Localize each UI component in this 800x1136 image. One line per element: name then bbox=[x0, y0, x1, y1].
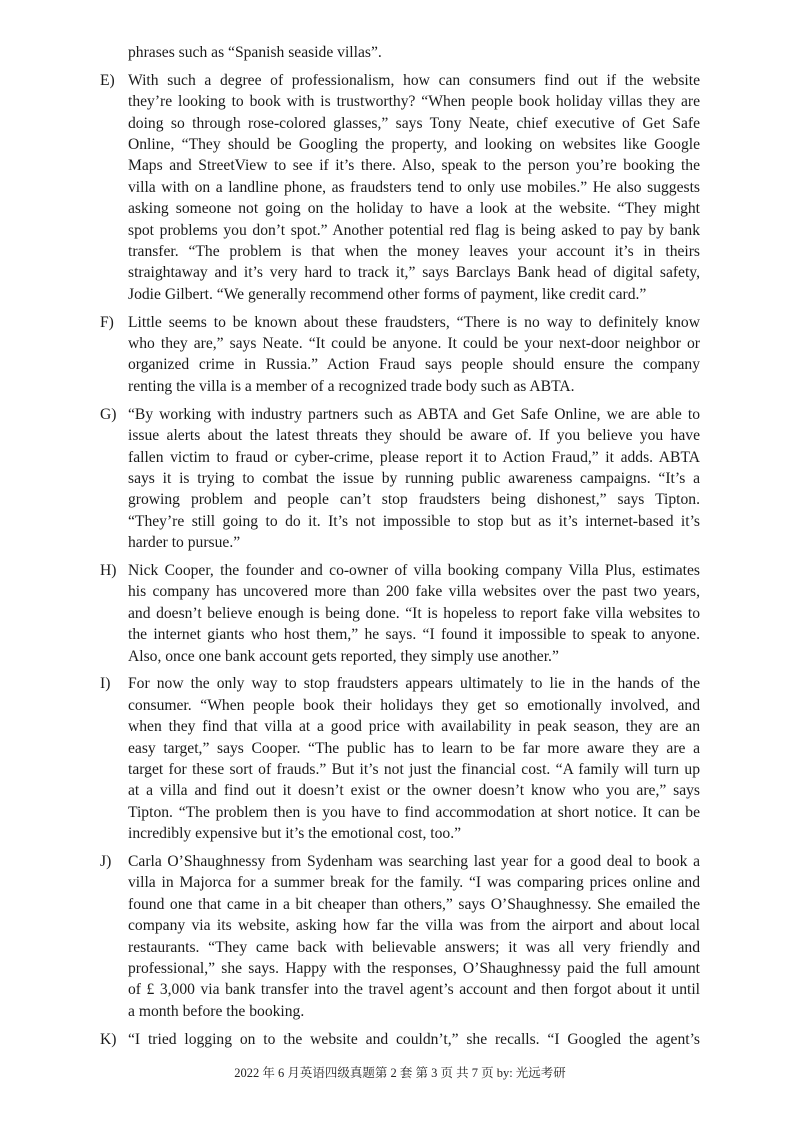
text-line: villa in Majorca for a summer break for the family. “I was comparing prices online and bbox=[128, 874, 700, 892]
text-line: of £ 3,000 via bank transfer into the travel agent’s account and then forgot about it until bbox=[128, 981, 700, 999]
text-line: Tipton. “The problem then is you have to find accommodation at short notice. It can be bbox=[128, 803, 700, 821]
text-line: easy target,” says Cooper. “The public has to learn to be far more aware they are a bbox=[128, 739, 700, 757]
text-line: Little seems to be known about these fraudsters, “There is no way to definitely know bbox=[128, 313, 700, 331]
paragraph-h bbox=[100, 560, 700, 667]
text-line: professional,” she says. Happy with the responses, O’Shaughnessy paid the full amount bbox=[128, 960, 700, 978]
text-line: they’re looking to book with is trustworthy? “When people book holiday villas they are bbox=[128, 93, 700, 111]
text-line: growing problem and people can’t stop fraudsters being dishonest,” says Tipton. bbox=[128, 491, 700, 509]
text-line: renting the villa is a member of a recognized trade body such as ABTA. bbox=[128, 377, 575, 395]
text-line: at a villa and find out it doesn’t exist or the owner doesn’t know who you are,” says bbox=[128, 782, 700, 800]
paragraph-g bbox=[100, 404, 700, 554]
paragraph-label: J) bbox=[100, 853, 112, 871]
text-line: Maps and StreetView to see if it’s there. Also, speak to the person you’re booking the bbox=[128, 157, 700, 175]
text-line: and doesn’t believe enough is being done. “It is hopeless to report fake villa websites to bbox=[128, 604, 700, 622]
text-line: Jodie Gilbert. “We generally recommend other forms of payment, like credit card.” bbox=[128, 285, 647, 303]
text-line: transfer. “The problem is that when the money leaves your account it’s in theirs bbox=[128, 243, 700, 261]
text-line: found one that came in a bit cheaper than others,” says O’Shaughnessy. She emailed the bbox=[128, 895, 700, 913]
text-line: target for these sort of frauds.” But it’s not just the financial cost. “A family will turn up bbox=[128, 761, 700, 778]
text-line: who they are,” says Neate. “It could be anyone. It could be your next-door neighbor or bbox=[128, 335, 700, 353]
text-line: his company has uncovered more than 200 fake villa websites over the past two years, bbox=[128, 583, 700, 601]
paragraph-label: K) bbox=[100, 1030, 117, 1048]
text-line: Nick Cooper, the founder and co-owner of villa booking company Villa Plus, estimates bbox=[128, 561, 700, 579]
text-line: Carla O’Shaughnessy from Sydenham was searching last year for a good deal to book a bbox=[128, 853, 700, 871]
paragraph-label: E) bbox=[100, 71, 115, 89]
page-footer: 2022 年 6 月英语四级真题第 2 套 第 3 页 共 7 页 by: 光远考研 bbox=[234, 1066, 566, 1080]
text-line: consumer. “When people book their holidays they get so emotionally involved, and bbox=[128, 696, 700, 714]
document-body bbox=[100, 42, 700, 1057]
text-line: the internet giants who host them,” he says. “I found it impossible to speak to anyone. bbox=[128, 626, 700, 644]
text-line: company via its website, asking how far the villa was from the airport and about local bbox=[128, 917, 700, 935]
text-line: Also, once one bank account gets reported, they simply use another.” bbox=[128, 647, 559, 665]
text-line: restaurants. “They came back with believable answers; it was all very friendly and bbox=[128, 938, 700, 956]
text-line: says it is trying to combat the issue by running public awareness campaigns. “It’s a bbox=[128, 469, 700, 487]
paragraph-label: I) bbox=[100, 675, 111, 693]
text-line: doing so through rose-colored glasses,” says Tony Neate, chief executive of Get Safe bbox=[128, 114, 700, 132]
paragraph-label: H) bbox=[100, 561, 117, 579]
paragraph-k bbox=[100, 1029, 700, 1050]
text-line: organized crime in Russia.” Action Fraud says people should ensure the company bbox=[128, 356, 700, 374]
text-line: “They’re still going to do it. It’s not impossible to stop but as it’s internet-based it’s bbox=[128, 512, 700, 530]
text-line: asking someone not going on the holiday to have a look at the website. “They might bbox=[128, 200, 700, 218]
text-line: straightaway and it’s very hard to track it,” says Barclays Bank head of digital safety, bbox=[128, 264, 700, 282]
text-line: “I tried logging on to the website and couldn’t,” she recalls. “I Googled the agent’s bbox=[128, 1030, 700, 1048]
paragraph-j bbox=[100, 851, 700, 1022]
text-line: incredibly expensive but it’s the emotional cost, too.” bbox=[128, 825, 462, 843]
text-line: spot problems you don’t spot.” Another potential red flag is being asked to pay by bank bbox=[128, 221, 700, 239]
text-line: a month before the booking. bbox=[128, 1002, 305, 1020]
text-line: when they find that villa at a good price with availability in peak season, they are an bbox=[128, 718, 700, 736]
text-line: “By working with industry partners such as ABTA and Get Safe Online, we are able to bbox=[128, 405, 700, 423]
paragraph-continuation bbox=[100, 42, 700, 63]
text-line: fallen victim to fraud or cyber-crime, please report it to Action Fraud,” it adds. ABTA bbox=[128, 448, 700, 466]
paragraph-i bbox=[100, 673, 700, 844]
text-line: villa with on a landline phone, as fraudsters tend to only use mobiles.” He also suggests bbox=[128, 178, 700, 196]
paragraph-e bbox=[100, 70, 700, 305]
text-line: With such a degree of professionalism, how can consumers find out if the website bbox=[128, 71, 700, 89]
paragraph-label: G) bbox=[100, 405, 117, 423]
text-line: Online, “They should be Googling the property, and looking on websites like Google bbox=[128, 136, 700, 154]
text-line: For now the only way to stop fraudsters appears ultimately to lie in the hands of the bbox=[128, 675, 700, 693]
paragraph-f bbox=[100, 312, 700, 398]
paragraph-label: F) bbox=[100, 313, 114, 331]
text-line: harder to pursue.” bbox=[128, 534, 241, 552]
text-line: issue alerts about the latest threats they should be aware of. If you believe you have bbox=[128, 427, 700, 445]
text-line: phrases such as “Spanish seaside villas”. bbox=[128, 44, 382, 61]
